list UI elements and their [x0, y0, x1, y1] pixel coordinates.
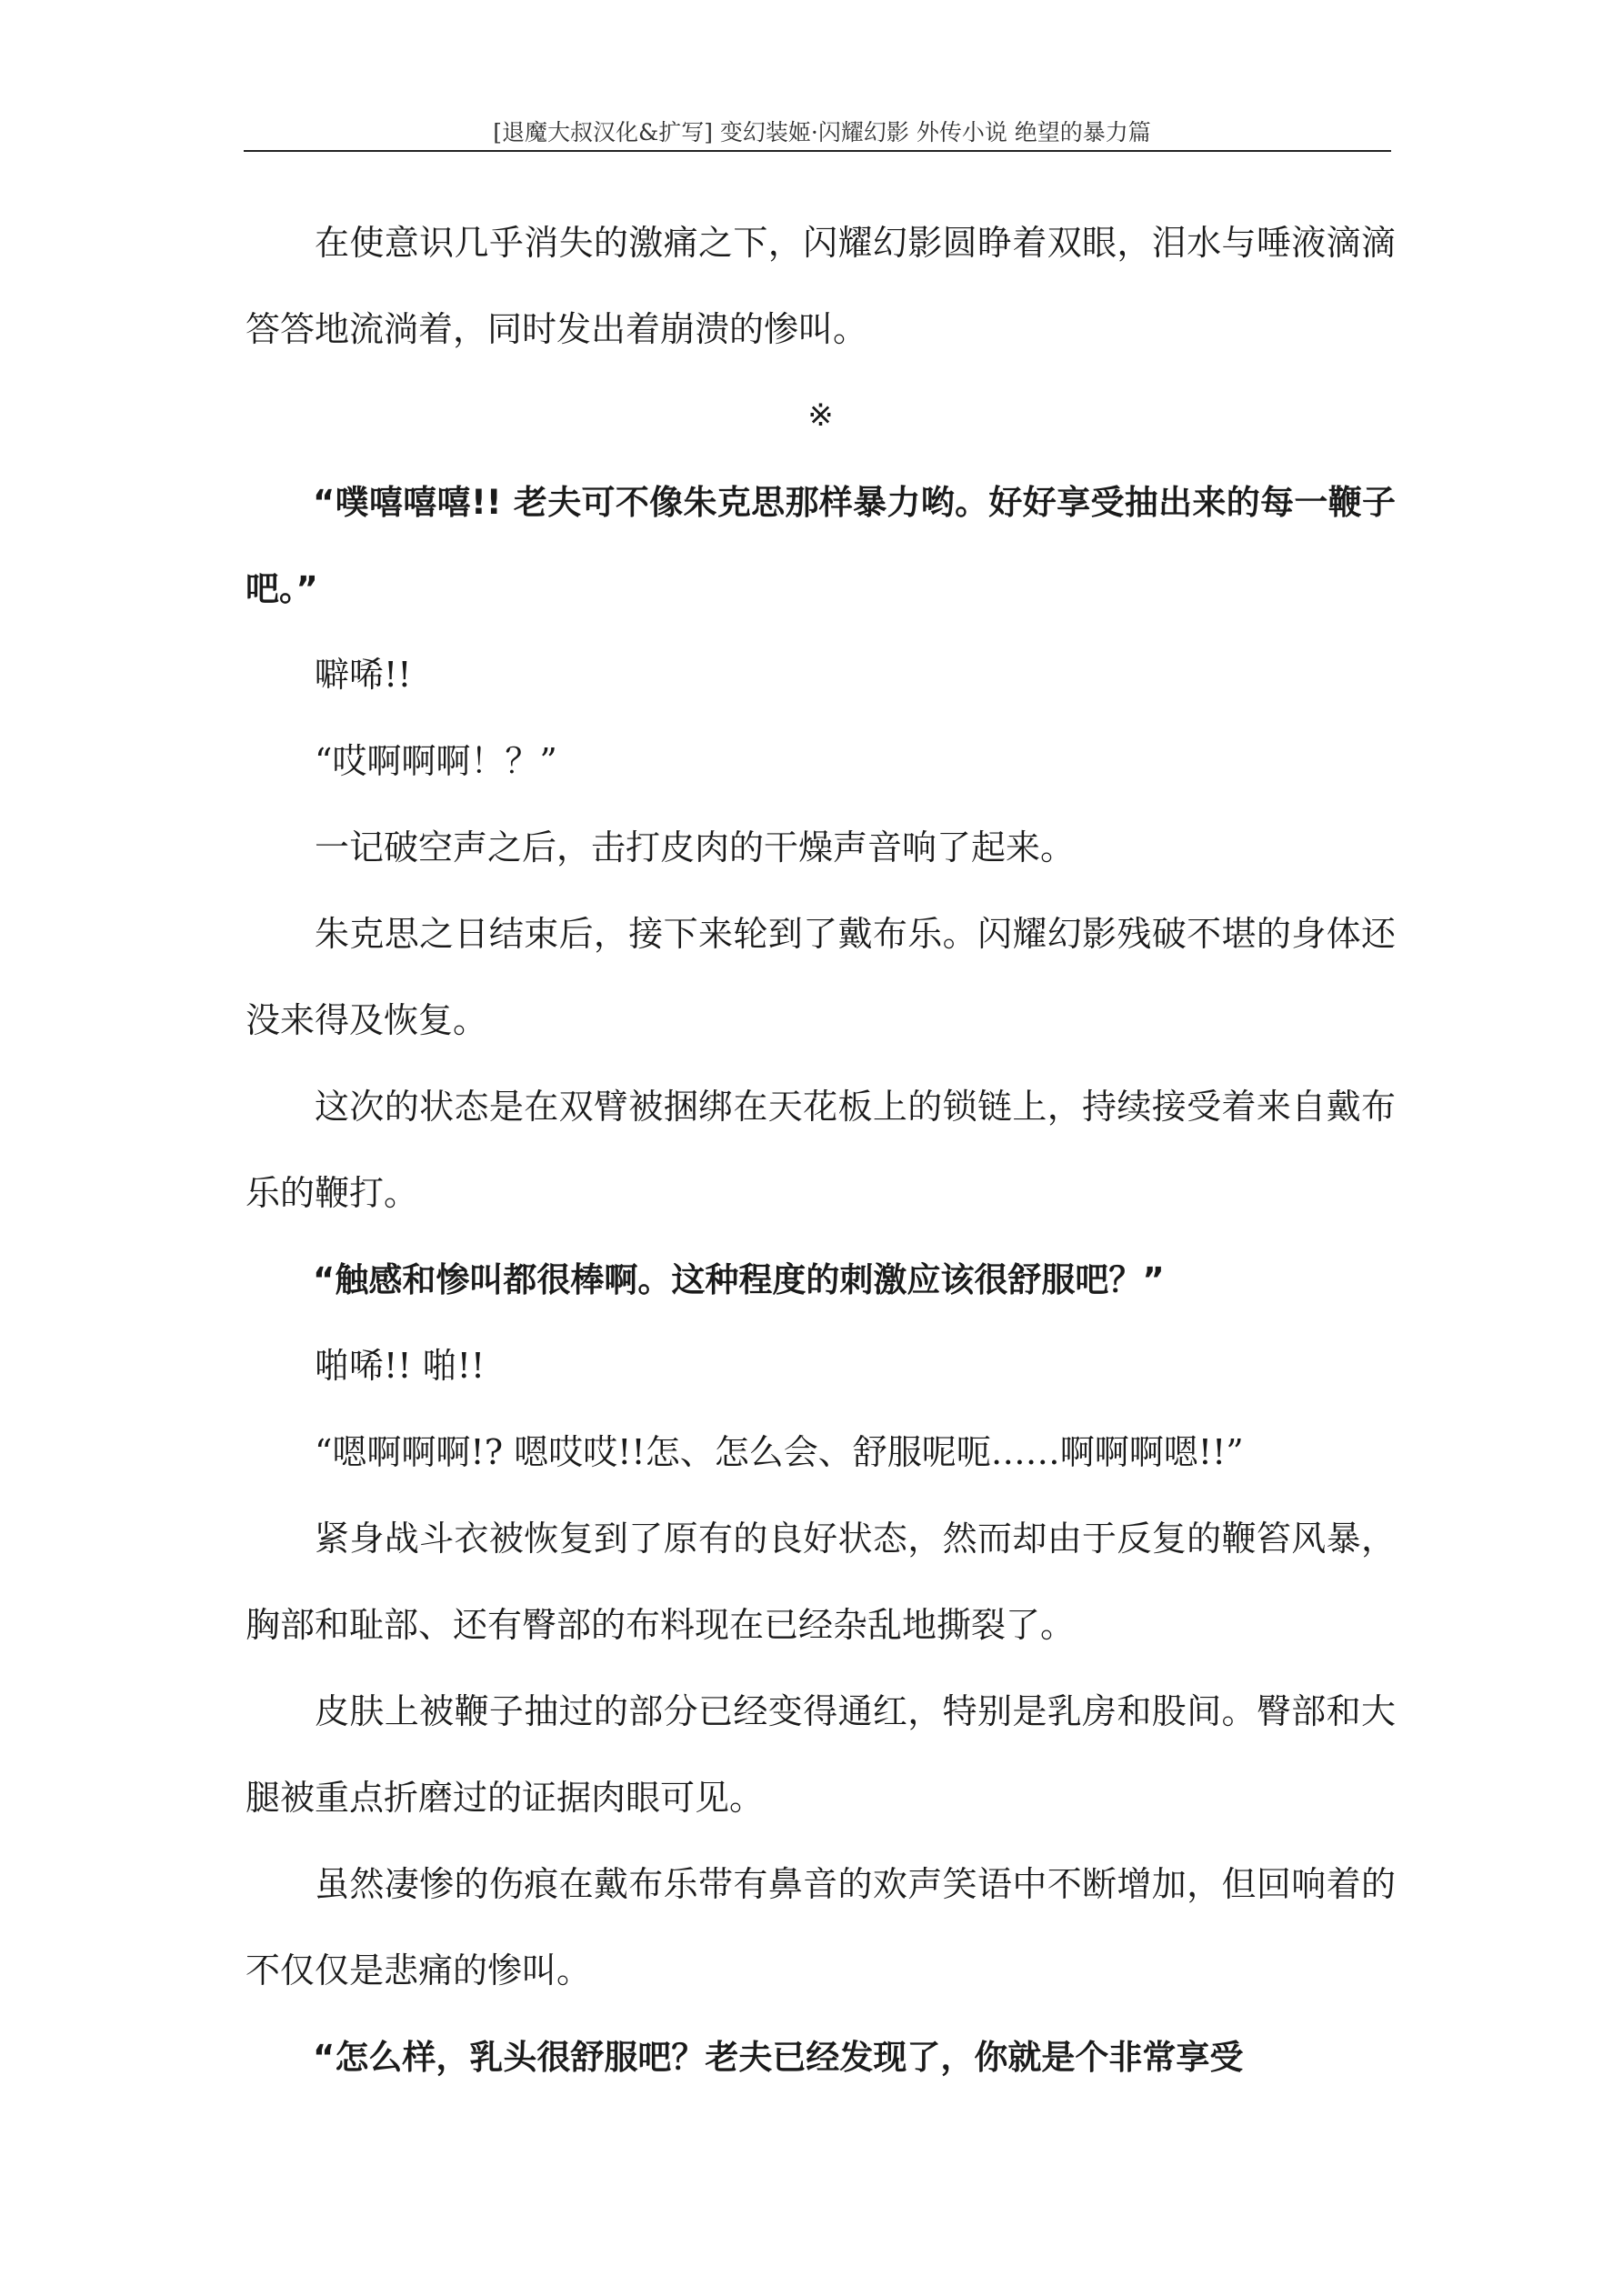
paragraph: 这次的状态是在双臂被捆绑在天花板上的锁链上，持续接受着来自戴布乐的鞭打。: [245, 1087, 1396, 1213]
dialogue-paragraph: “嗯啊啊啊!? 嗯哎哎!!怎、怎么会、舒服呢呃……啊啊啊嗯!!”: [315, 1432, 1244, 1472]
running-header: [退魔大叔汉化&扩写] 变幻装姬·闪耀幻影 外传小说 绝望的暴力篇: [493, 119, 1151, 145]
paragraph: 一记破空声之后，击打皮肉的干燥声音响了起来。: [315, 827, 1076, 867]
dialogue-paragraph: “怎么样，乳头很舒服吧？老夫已经发现了，你就是个非常享受: [313, 2038, 1244, 2077]
paragraph: 虽然凄惨的伤痕在戴布乐带有鼻音的欢声笑语中不断增加，但回响着的不仅仅是悲痛的惨叫。: [245, 1864, 1396, 1990]
sound-effect-paragraph: 噼唏!!: [315, 655, 412, 695]
body-text: [245, 200, 1396, 2100]
dialogue-paragraph: “哎啊啊啊！？”: [315, 741, 557, 781]
section-break-mark: ※: [807, 397, 834, 434]
paragraph: 皮肤上被鞭子抽过的部分已经变得通红，特别是乳房和股间。臀部和大腿被重点折磨过的证据肉眼可见。: [245, 1691, 1396, 1818]
dialogue-paragraph: “触感和惨叫都很棒啊。这种程度的刺激应该很舒服吧？”: [313, 1260, 1165, 1299]
header-divider: [244, 150, 1391, 152]
dialogue-paragraph: “噗嘻嘻嘻!! 老夫可不像朱克思那样暴力哟。好好享受抽出来的每一鞭子吧。”: [245, 483, 1396, 608]
paragraph: 紧身战斗衣被恢复到了原有的良好状态，然而却由于反复的鞭笞风暴，胸部和耻部、还有臀部的布料现在已经杂乱地撕裂了。: [245, 1519, 1396, 1645]
paragraph: 在使意识几乎消失的激痛之下，闪耀幻影圆睁着双眼，泪水与唾液滴滴答答地流淌着，同时发出着崩溃的惨叫。: [245, 223, 1396, 349]
paragraph: 朱克思之日结束后，接下来轮到了戴布乐。闪耀幻影残破不堪的身体还没来得及恢复。: [245, 914, 1396, 1040]
sound-effect-paragraph: 啪唏!! 啪!!: [315, 1346, 486, 1386]
